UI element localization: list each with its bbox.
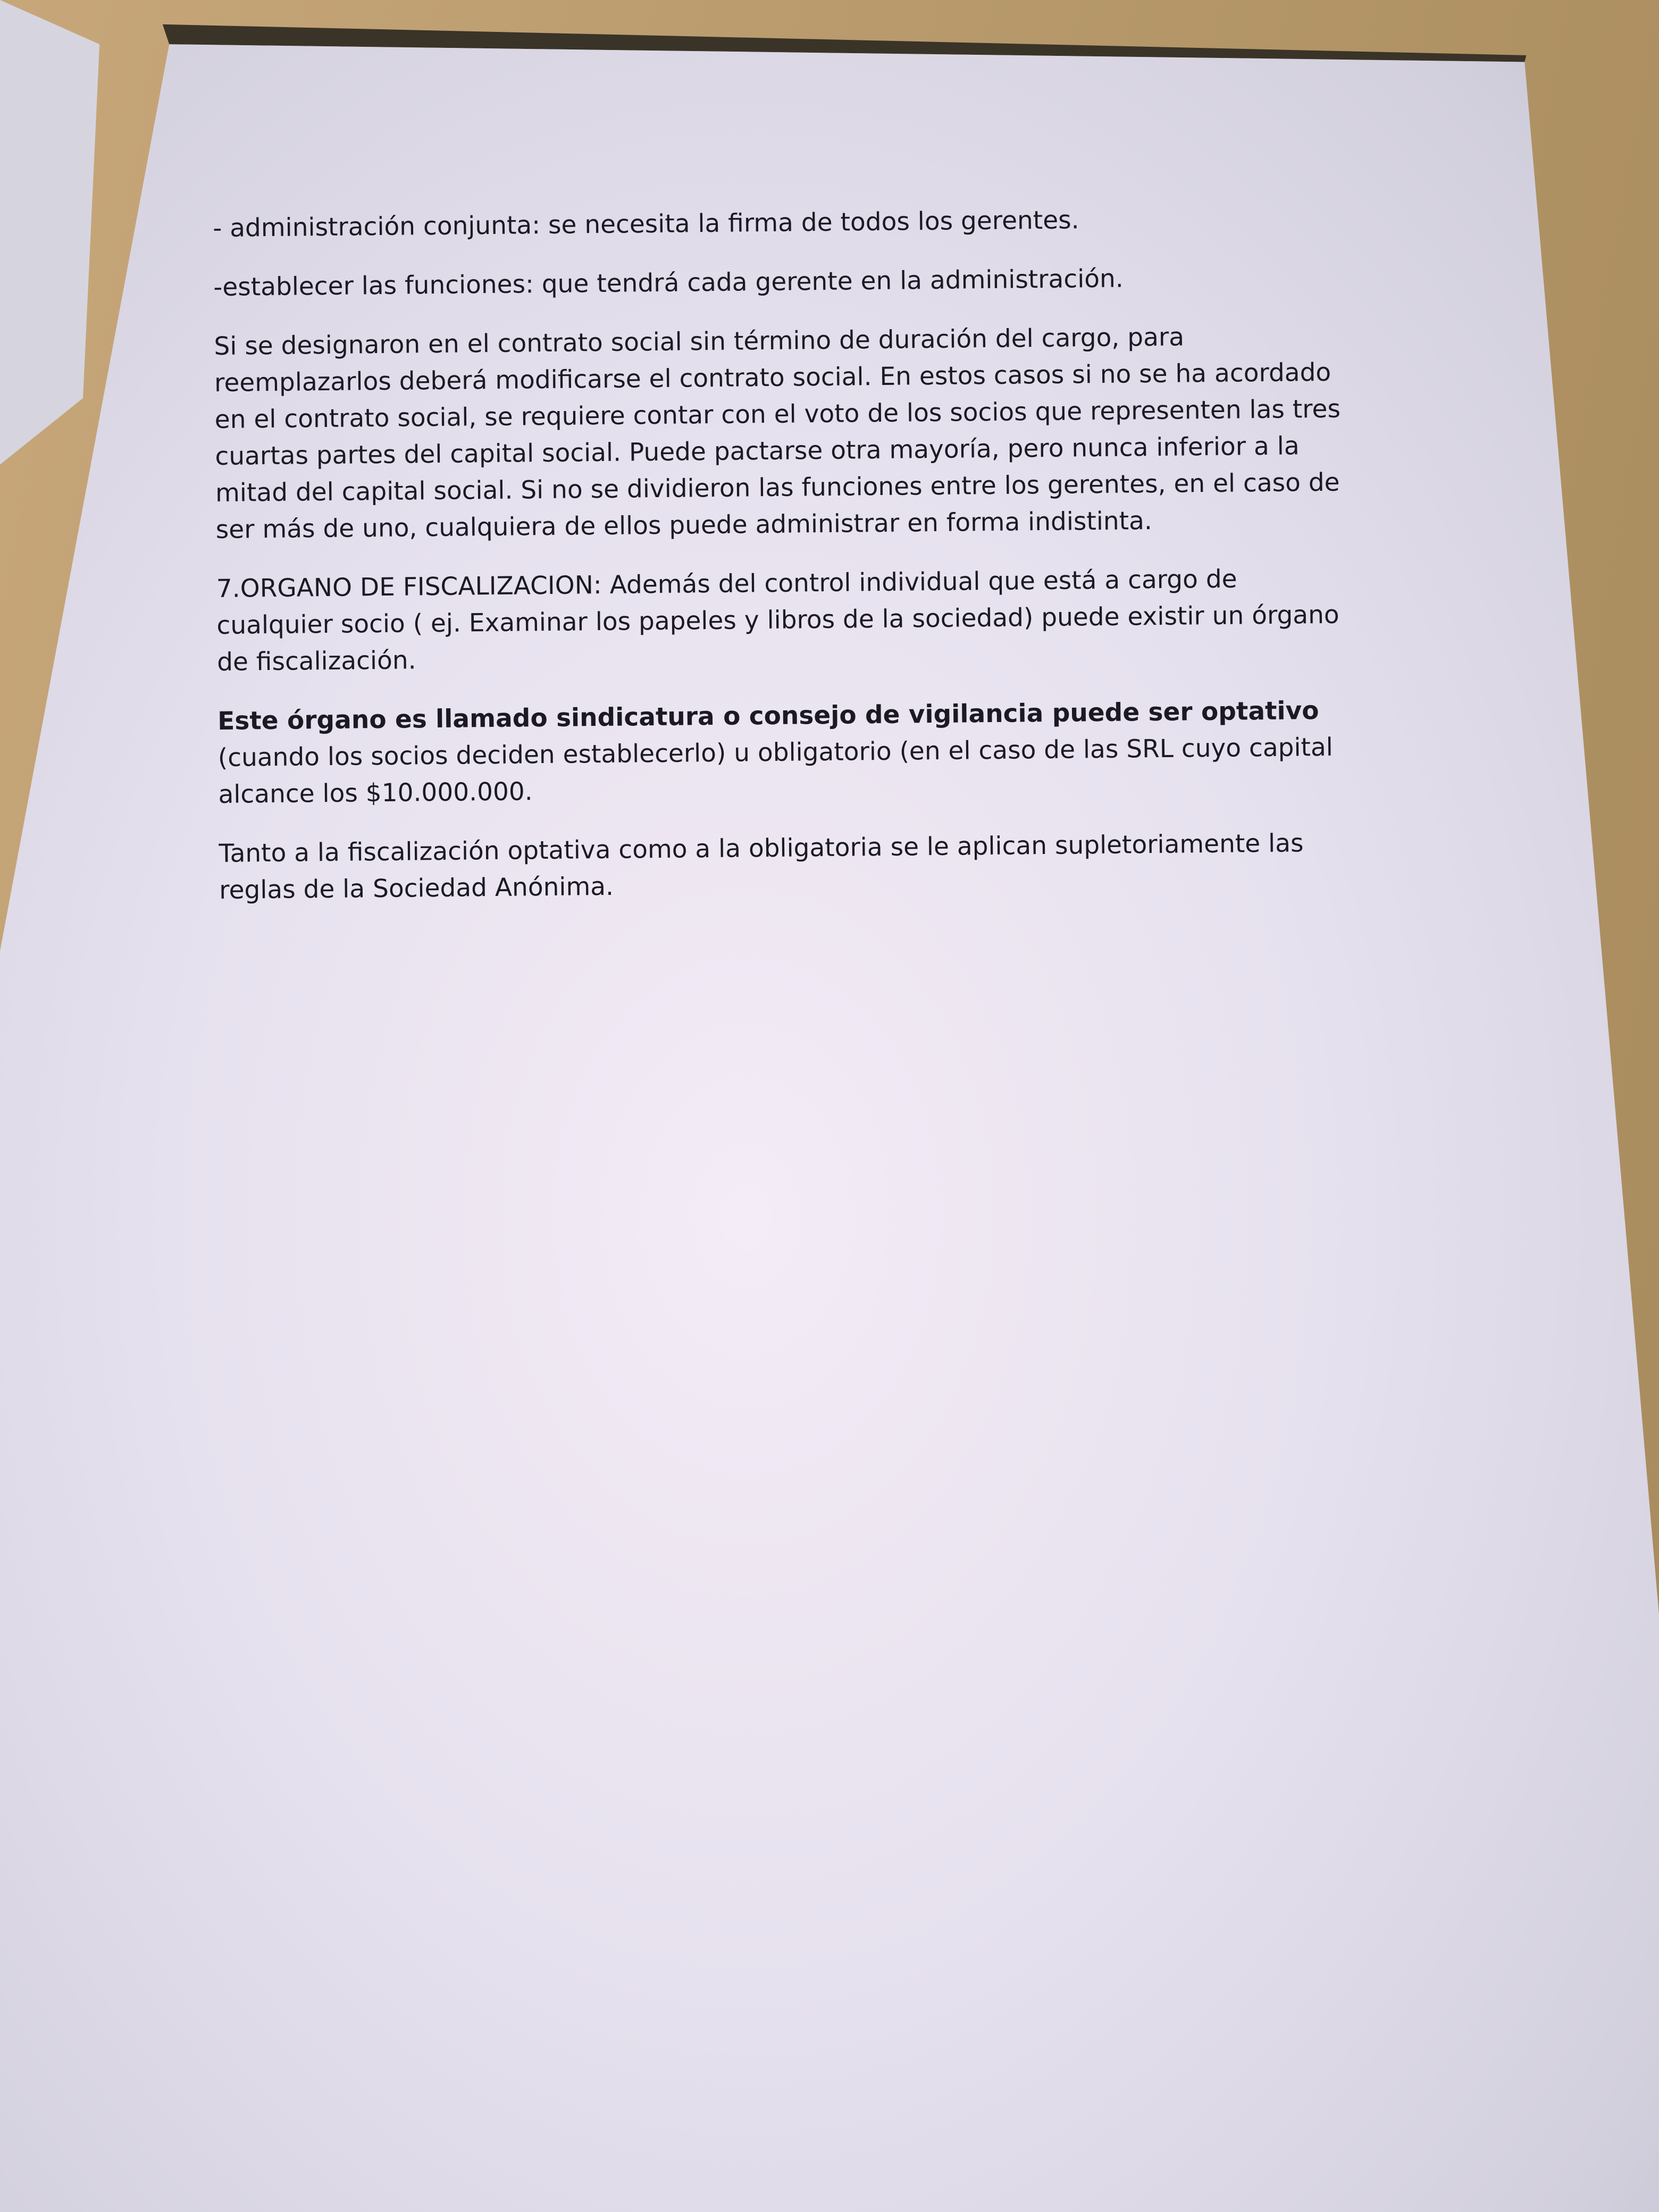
line-administracion-conjunta: - administración conjunta: se necesita la firma de todos los gerentes. <box>213 205 1079 243</box>
sindicatura-rest-text: (cuando los socios deciden establecerlo) u obligatorio (en el caso de las SRL cuyo capital alcance los $10.000.000. <box>217 732 1334 809</box>
paragraph-tanto: Tanto a la fiscalización optativa como a la obligatoria se le aplican supletoriamente las reglas de la Sociedad Anónima. <box>219 828 1304 905</box>
paragraph-designaron: Si se designaron en el contrato social sin término de duración del cargo, para reemplazarlos deberá modificarse el contrato social. En estos casos si no se ha acordado en el contrato social, se requiere contar con el voto de los socios que representen las tres cuartas partes del capital social. Puede pactarse otra mayoría, pero nunca inferior a la mitad del capital social. Si no se dividieron las funciones entre los gerentes, en el caso de ser más de uno, cualquiera de ellos puede administrar en forma indistinta. <box>214 322 1341 544</box>
paragraph-organo-fiscalizacion: 7.ORGANO DE FISCALIZACION: Además del control individual que está a cargo de cualquier socio ( ej. Examinar los papeles y libros de la sociedad) puede existir un órgano de fiscalización. <box>216 564 1339 677</box>
paragraph-sindicatura <box>217 692 1346 813</box>
document-body <box>213 199 1347 931</box>
sindicatura-bold-text: Este órgano es llamado sindicatura o consejo de vigilancia puede ser optativo <box>217 696 1319 736</box>
line-establecer-funciones: -establecer las funciones: que tendrá cada gerente en la administración. <box>213 264 1124 302</box>
